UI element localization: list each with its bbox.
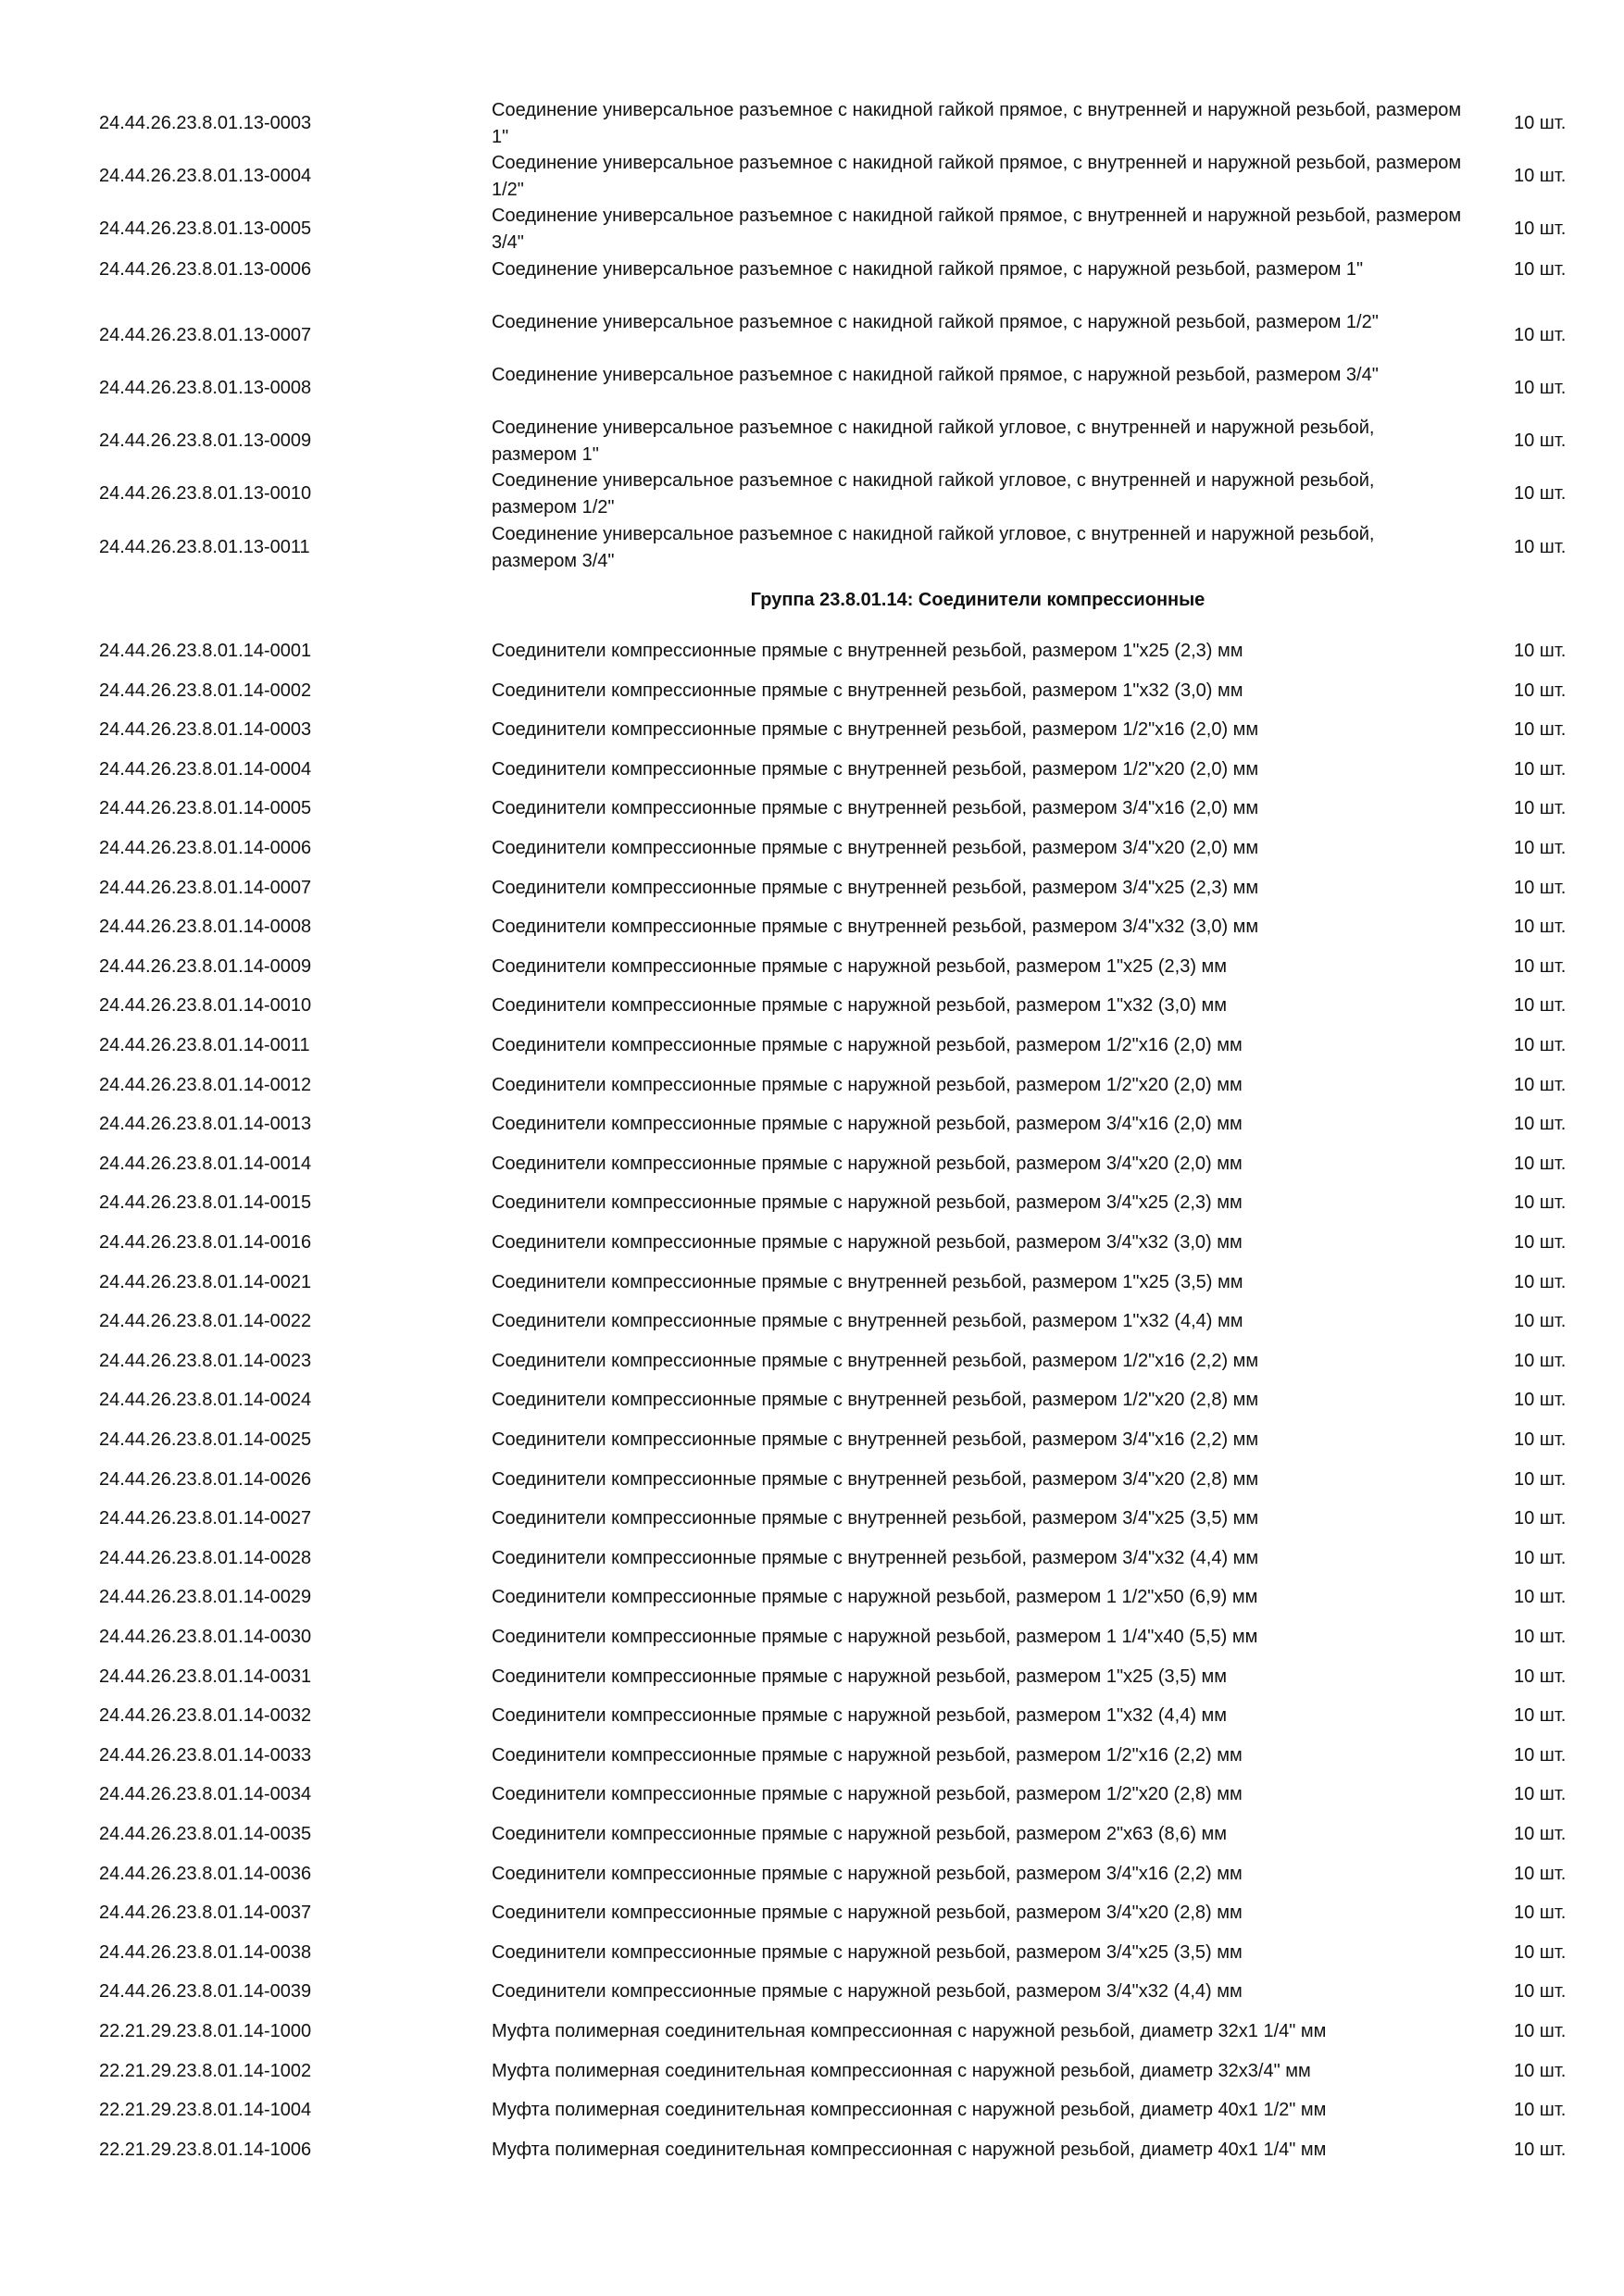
- group-heading: Группа 23.8.01.14: Соединители компрессионные: [750, 590, 1206, 610]
- item-code: 24.44.26.23.8.01.14-0028: [99, 1547, 312, 1568]
- item-quantity: 10 шт.: [1514, 641, 1567, 661]
- item-quantity: 10 шт.: [1514, 1981, 1567, 2003]
- item-quantity: 10 шт.: [1514, 680, 1567, 701]
- item-name: Соединители компрессионные прямые с внутренней резьбой, размером 3/4"х20 (2,8) мм: [492, 1468, 1259, 1490]
- item-code: 24.44.26.23.8.01.13-0009: [99, 430, 312, 452]
- item-name: Соединители компрессионные прямые с наружной резьбой, размером 2"х63 (8,6) мм: [492, 1824, 1228, 1844]
- item-quantity: 10 шт.: [1514, 719, 1567, 741]
- item-name: Соединители компрессионные прямые с наружной резьбой, размером 1/2"х16 (2,2) мм: [492, 1744, 1243, 1766]
- item-quantity: 10 шт.: [1514, 2021, 1567, 2041]
- item-name: Соединение универсальное разъемное с накидной гайкой угловое, с внутренней и наружной резьбой, размером 1": [492, 418, 1375, 466]
- item-quantity: 10 шт.: [1514, 1587, 1567, 1608]
- item-quantity: 10 шт.: [1514, 218, 1567, 240]
- item-quantity: 10 шт.: [1514, 1903, 1567, 1924]
- item-code: 24.44.26.23.8.01.14-0009: [99, 955, 312, 977]
- item-code: 24.44.26.23.8.01.13-0008: [99, 378, 312, 398]
- item-name: Муфта полимерная соединительная компрессионная с наружной резьбой, диаметр 40х1 1/4" мм: [492, 2139, 1327, 2160]
- item-quantity: 10 шт.: [1514, 166, 1567, 187]
- item-code: 24.44.26.23.8.01.13-0010: [99, 483, 312, 505]
- item-name: Соединители компрессионные прямые с внутренней резьбой, размером 1/2"х20 (2,8) мм: [492, 1390, 1259, 1411]
- item-name: Соединение универсальное разъемное с накидной гайкой прямое, с наружной резьбой, размером 1/2": [492, 311, 1379, 332]
- item-quantity: 10 шт.: [1514, 1508, 1567, 1529]
- item-quantity: 10 шт.: [1514, 1350, 1567, 1371]
- item-name: Соединители компрессионные прямые с внутренней резьбой, размером 3/4"х25 (3,5) мм: [492, 1508, 1259, 1529]
- item-code: 22.21.29.23.8.01.14-1000: [99, 2021, 312, 2041]
- item-code: 24.44.26.23.8.01.14-0002: [99, 680, 312, 701]
- item-code: 24.44.26.23.8.01.13-0011: [99, 536, 310, 557]
- item-name: Соединители компрессионные прямые с внутренней резьбой, размером 1/2"х16 (2,0) мм: [492, 719, 1259, 741]
- item-quantity: 10 шт.: [1514, 955, 1567, 977]
- item-code: 24.44.26.23.8.01.14-0035: [99, 1824, 312, 1844]
- item-name: Соединители компрессионные прямые с наружной резьбой, размером 1 1/4"х40 (5,5) мм: [492, 1627, 1258, 1647]
- item-quantity: 10 шт.: [1514, 1784, 1567, 1805]
- item-name: Соединители компрессионные прямые с внутренней резьбой, размером 1/2"х16 (2,2) мм: [492, 1350, 1259, 1371]
- item-quantity: 10 шт.: [1514, 1153, 1567, 1174]
- item-code: 22.21.29.23.8.01.14-1002: [99, 2060, 312, 2081]
- item-code: 24.44.26.23.8.01.14-0032: [99, 1705, 312, 1727]
- item-code: 24.44.26.23.8.01.14-0024: [99, 1390, 312, 1411]
- item-quantity: 10 шт.: [1514, 536, 1567, 557]
- item-quantity: 10 шт.: [1514, 1824, 1567, 1844]
- item-name: Соединители компрессионные прямые с наружной резьбой, размером 1/2"х16 (2,0) мм: [492, 1035, 1243, 1055]
- item-code: 24.44.26.23.8.01.14-0034: [99, 1784, 312, 1805]
- item-name: Соединители компрессионные прямые с наружной резьбой, размером 3/4"х32 (3,0) мм: [492, 1232, 1243, 1253]
- item-quantity: 10 шт.: [1514, 1074, 1567, 1095]
- item-code: 24.44.26.23.8.01.13-0007: [99, 324, 312, 345]
- item-name: Соединители компрессионные прямые с внутренней резьбой, размером 1"х32 (3,0) мм: [492, 680, 1243, 701]
- item-name: Соединители компрессионные прямые с наружной резьбой, размером 3/4"х20 (2,8) мм: [492, 1903, 1243, 1924]
- item-quantity: 10 шт.: [1514, 1311, 1567, 1332]
- item-code: 24.44.26.23.8.01.14-0038: [99, 1941, 312, 1963]
- item-name: Соединение универсальное разъемное с накидной гайкой прямое, с внутренней и наружной резьбой, размером 3/4": [492, 206, 1462, 254]
- item-quantity: 10 шт.: [1514, 917, 1567, 938]
- item-code: 24.44.26.23.8.01.14-0039: [99, 1981, 312, 2003]
- item-quantity: 10 шт.: [1514, 1271, 1567, 1292]
- item-code: 24.44.26.23.8.01.14-0037: [99, 1903, 312, 1924]
- item-name: Соединители компрессионные прямые с внутренней резьбой, размером 3/4"х16 (2,2) мм: [492, 1429, 1259, 1450]
- item-quantity: 10 шт.: [1514, 1863, 1567, 1884]
- item-code: 24.44.26.23.8.01.14-0008: [99, 917, 312, 938]
- item-code: 24.44.26.23.8.01.14-0007: [99, 877, 312, 898]
- item-name: Соединители компрессионные прямые с внутренней резьбой, размером 1"х25 (2,3) мм: [492, 641, 1243, 661]
- item-code: 24.44.26.23.8.01.14-0031: [99, 1666, 312, 1687]
- item-name: Соединители компрессионные прямые с наружной резьбой, размером 1 1/2"х50 (6,9) мм: [492, 1587, 1258, 1608]
- item-quantity: 10 шт.: [1514, 2060, 1567, 2081]
- item-name: Соединители компрессионные прямые с внутренней резьбой, размером 3/4"х20 (2,0) мм: [492, 838, 1259, 858]
- item-name: Соединители компрессионные прямые с наружной резьбой, размером 3/4"х16 (2,2) мм: [492, 1863, 1243, 1884]
- item-quantity: 10 шт.: [1514, 2139, 1567, 2160]
- item-quantity: 10 шт.: [1514, 1232, 1567, 1253]
- item-name: Соединение универсальное разъемное с накидной гайкой прямое, с наружной резьбой, размером 3/4": [492, 365, 1379, 385]
- item-code: 24.44.26.23.8.01.14-0010: [99, 995, 312, 1017]
- item-quantity: 10 шт.: [1514, 1114, 1567, 1135]
- item-quantity: 10 шт.: [1514, 378, 1567, 398]
- item-name: Соединители компрессионные прямые с наружной резьбой, размером 3/4"х16 (2,0) мм: [492, 1114, 1243, 1135]
- item-name: Соединители компрессионные прямые с внутренней резьбой, размером 3/4"х16 (2,0) мм: [492, 798, 1259, 819]
- item-code: 24.44.26.23.8.01.14-0001: [99, 641, 312, 661]
- item-code: 24.44.26.23.8.01.14-0025: [99, 1429, 312, 1450]
- item-quantity: 10 шт.: [1514, 798, 1567, 819]
- item-name: Соединители компрессионные прямые с внутренней резьбой, размером 1"х25 (3,5) мм: [492, 1271, 1243, 1292]
- item-quantity: 10 шт.: [1514, 324, 1567, 345]
- item-name: Соединители компрессионные прямые с внутренней резьбой, размером 1"х32 (4,4) мм: [492, 1311, 1243, 1332]
- item-code: 24.44.26.23.8.01.14-0013: [99, 1114, 312, 1135]
- item-code: 24.44.26.23.8.01.13-0003: [99, 113, 312, 133]
- item-quantity: 10 шт.: [1514, 1468, 1567, 1490]
- item-quantity: 10 шт.: [1514, 758, 1567, 780]
- item-quantity: 10 шт.: [1514, 430, 1567, 452]
- item-name: Соединители компрессионные прямые с внутренней резьбой, размером 3/4"х32 (4,4) мм: [492, 1547, 1259, 1568]
- item-name: Соединители компрессионные прямые с внутренней резьбой, размером 3/4"х25 (2,3) мм: [492, 877, 1259, 898]
- item-quantity: 10 шт.: [1514, 838, 1567, 858]
- item-name: Соединение универсальное разъемное с накидной гайкой прямое, с внутренней и наружной резьбой, размером 1/2": [492, 153, 1462, 201]
- item-code: 24.44.26.23.8.01.14-0014: [99, 1153, 312, 1174]
- item-name: Муфта полимерная соединительная компрессионная с наружной резьбой, диаметр 32х3/4" мм: [492, 2060, 1311, 2081]
- item-name: Соединители компрессионные прямые с наружной резьбой, размером 1/2"х20 (2,0) мм: [492, 1074, 1243, 1095]
- item-quantity: 10 шт.: [1514, 1390, 1567, 1411]
- item-quantity: 10 шт.: [1514, 995, 1567, 1017]
- item-code: 24.44.26.23.8.01.14-0021: [99, 1271, 312, 1292]
- item-code: 24.44.26.23.8.01.14-0006: [99, 838, 312, 858]
- item-name: Муфта полимерная соединительная компрессионная с наружной резьбой, диаметр 40х1 1/2" мм: [492, 2100, 1327, 2121]
- item-name: Соединители компрессионные прямые с наружной резьбой, размером 1"х32 (3,0) мм: [492, 995, 1228, 1017]
- item-name: Соединители компрессионные прямые с наружной резьбой, размером 3/4"х20 (2,0) мм: [492, 1153, 1243, 1174]
- item-name: Соединители компрессионные прямые с наружной резьбой, размером 1"х25 (2,3) мм: [492, 955, 1228, 977]
- item-code: 24.44.26.23.8.01.14-0015: [99, 1192, 312, 1214]
- item-code: 24.44.26.23.8.01.13-0006: [99, 258, 312, 280]
- item-name: Соединители компрессионные прямые с наружной резьбой, размером 3/4"х25 (3,5) мм: [492, 1941, 1243, 1963]
- item-code: 24.44.26.23.8.01.14-0003: [99, 719, 312, 741]
- item-quantity: 10 шт.: [1514, 2100, 1567, 2121]
- item-code: 24.44.26.23.8.01.13-0005: [99, 218, 312, 240]
- item-quantity: 10 шт.: [1514, 1744, 1567, 1766]
- item-code: 22.21.29.23.8.01.14-1006: [99, 2139, 312, 2160]
- item-name: Соединители компрессионные прямые с наружной резьбой, размером 3/4"х25 (2,3) мм: [492, 1192, 1243, 1214]
- item-quantity: 10 шт.: [1514, 1941, 1567, 1963]
- item-code: 24.44.26.23.8.01.14-0026: [99, 1468, 312, 1490]
- item-code: 24.44.26.23.8.01.14-0005: [99, 798, 312, 819]
- item-name: Соединители компрессионные прямые с внутренней резьбой, размером 1/2"х20 (2,0) мм: [492, 758, 1259, 780]
- item-code: 24.44.26.23.8.01.14-0036: [99, 1863, 312, 1884]
- item-quantity: 10 шт.: [1514, 483, 1567, 505]
- item-code: 24.44.26.23.8.01.14-0033: [99, 1744, 312, 1766]
- item-quantity: 10 шт.: [1514, 258, 1567, 280]
- item-name: Соединение универсальное разъемное с накидной гайкой прямое, с внутренней и наружной резьбой, размером 1": [492, 100, 1462, 147]
- item-name: Соединители компрессионные прямые с наружной резьбой, размером 1"х25 (3,5) мм: [492, 1666, 1228, 1687]
- item-code: 24.44.26.23.8.01.14-0027: [99, 1508, 312, 1529]
- item-quantity: 10 шт.: [1514, 1547, 1567, 1568]
- item-code: 24.44.26.23.8.01.14-0029: [99, 1587, 312, 1608]
- item-code: 24.44.26.23.8.01.14-0022: [99, 1311, 312, 1332]
- item-quantity: 10 шт.: [1514, 877, 1567, 898]
- item-code: 24.44.26.23.8.01.14-0004: [99, 758, 312, 780]
- item-code: 24.44.26.23.8.01.13-0004: [99, 166, 312, 187]
- item-code: 24.44.26.23.8.01.14-0012: [99, 1074, 312, 1095]
- item-quantity: 10 шт.: [1514, 1666, 1567, 1687]
- item-quantity: 10 шт.: [1514, 1705, 1567, 1727]
- item-name: Соединение универсальное разъемное с накидной гайкой угловое, с внутренней и наружной резьбой, размером 3/4": [492, 523, 1375, 571]
- item-code: 22.21.29.23.8.01.14-1004: [99, 2100, 312, 2121]
- item-code: 24.44.26.23.8.01.14-0011: [99, 1035, 310, 1055]
- item-name: Соединители компрессионные прямые с наружной резьбой, размером 1"х32 (4,4) мм: [492, 1705, 1228, 1727]
- item-quantity: 10 шт.: [1514, 1429, 1567, 1450]
- item-code: 24.44.26.23.8.01.14-0016: [99, 1232, 312, 1253]
- item-code: 24.44.26.23.8.01.14-0030: [99, 1627, 312, 1647]
- item-code: 24.44.26.23.8.01.14-0023: [99, 1350, 312, 1371]
- item-name: Соединители компрессионные прямые с наружной резьбой, размером 3/4"х32 (4,4) мм: [492, 1981, 1243, 2003]
- item-name: Соединители компрессионные прямые с внутренней резьбой, размером 3/4"х32 (3,0) мм: [492, 917, 1259, 938]
- item-name: Соединители компрессионные прямые с наружной резьбой, размером 1/2"х20 (2,8) мм: [492, 1784, 1243, 1805]
- item-quantity: 10 шт.: [1514, 113, 1567, 133]
- item-quantity: 10 шт.: [1514, 1627, 1567, 1647]
- item-quantity: 10 шт.: [1514, 1192, 1567, 1214]
- item-name: Муфта полимерная соединительная компрессионная с наружной резьбой, диаметр 32х1 1/4" мм: [492, 2021, 1327, 2041]
- item-name: Соединение универсальное разъемное с накидной гайкой прямое, с наружной резьбой, размером 1": [492, 258, 1364, 280]
- item-name: Соединение универсальное разъемное с накидной гайкой угловое, с внутренней и наружной резьбой, размером 1/2": [492, 470, 1375, 518]
- item-quantity: 10 шт.: [1514, 1035, 1567, 1055]
